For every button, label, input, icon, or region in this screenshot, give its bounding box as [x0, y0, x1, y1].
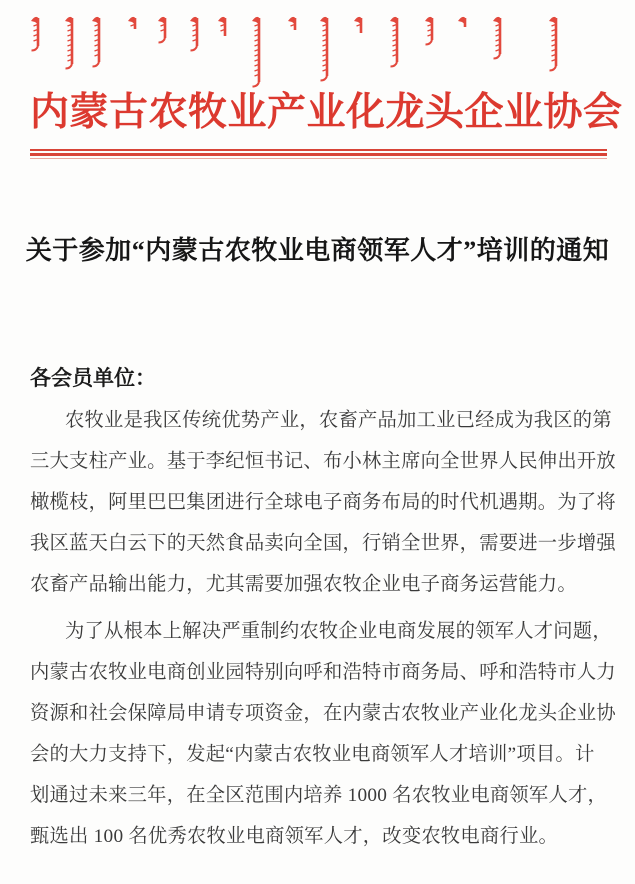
mongolian-script-icon [30, 12, 607, 90]
body-line: 会的大力支持下，发起“内蒙古农牧业电商领军人才培训”项目。计 [30, 744, 595, 765]
rule-line-faint [30, 158, 607, 159]
paragraph [30, 400, 616, 605]
body-line: 农牧业是我区传统优势产业，农畜产品加工业已经成为我区的第 [65, 410, 612, 431]
salutation: 各会员单位： [30, 367, 156, 390]
body-line: 为了从根本上解决严重制约农牧企业电商发展的领军人才问题， [65, 621, 612, 642]
body-line: 内蒙古农牧业电商创业园特别向呼和浩特市商务局、呼和浩特市人力 [30, 662, 616, 683]
body-line: 划通过未来三年，在全区范围内培养 1000 名农牧业电商领军人才， [30, 785, 608, 806]
organization-name: 内蒙古农牧业产业化龙头企业协会 [30, 91, 623, 134]
body-line: 橄榄枝，阿里巴巴集团进行全球电子商务布局的时代机遇期。为了将 [30, 492, 616, 513]
document-title: 关于参加“内蒙古农牧业电商领军人才”培训的通知 [25, 236, 610, 265]
body-line: 资源和社会保障局申请专项资金，在内蒙古农牧业产业化龙头企业协 [30, 703, 616, 724]
document-body [30, 400, 616, 857]
body-line: 我区蓝天白云下的天然食品卖向全国，行销全世界，需要进一步增强 [30, 533, 616, 554]
body-line: 三大支柱产业。基于李纪恒书记、布小林主席向全世界人民伸出开放 [30, 451, 616, 472]
body-line: 甄选出 100 名优秀农牧业电商领军人才，改变农牧电商行业。 [30, 826, 559, 847]
body-line: 农畜产品输出能力，尤其需要加强农牧企业电子商务运营能力。 [30, 574, 577, 595]
paragraph [30, 611, 616, 857]
letterhead-rule [30, 149, 607, 159]
